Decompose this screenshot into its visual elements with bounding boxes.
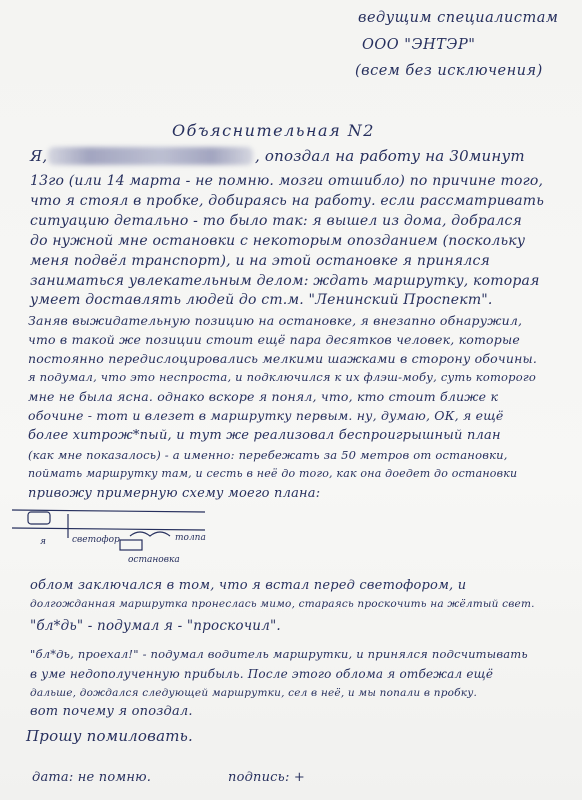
text-line-23: в уме недополученную прибыль. После этого облома я отбежал ещё xyxy=(30,667,494,681)
text-line-22: "бл*дь, проехал!" - подумал водитель маршрутки, и принялся подсчитывать xyxy=(30,647,528,661)
closing-request: Прошу помиловать. xyxy=(26,727,193,745)
text-line-7: заниматься увлекательным делом: ждать маршрутку, которая xyxy=(30,273,540,289)
document-title: Объяснительная N2 xyxy=(172,121,375,140)
addressee-line-1: ведущим специалистам xyxy=(358,10,559,26)
text-line-20: долгожданная маршрутка пронеслась мимо, стараясь проскочить на жёлтый свет. xyxy=(30,598,535,610)
text-line-17: поймать маршрутку там, и сесть в неё до того, как она доедет до остановки xyxy=(28,467,518,480)
crowd-shape xyxy=(130,532,170,536)
text-line-19: облом заключался в том, что я встал перед светофором, и xyxy=(30,578,467,593)
addressee-line-3: (всем без исключения) xyxy=(355,63,543,79)
text-line-11: постоянно передислоцировались мелкими шажками в сторону обочины. xyxy=(28,351,538,366)
diagram-label-me: я xyxy=(40,537,46,547)
text-line-3: что я стоял в пробке, добираясь на работу. если рассматривать xyxy=(30,193,545,209)
redacted-name xyxy=(48,147,253,165)
diagram-label-crowd: толпа xyxy=(175,533,206,543)
plan-sketch xyxy=(10,500,210,570)
diagram-label-traffic-light: светофор xyxy=(72,535,120,545)
text-line-2: 13го (или 14 марта - не помню. мозги отшибло) по причине того, xyxy=(30,173,544,189)
text-line-9: Заняв выжидательную позицию на остановке, я внезапно обнаружил, xyxy=(28,313,523,328)
text-line-1: , опоздал на работу на 30минут xyxy=(255,147,525,165)
diagram-label-bus-stop: остановка xyxy=(128,555,180,565)
text-line-6: меня подвёл транспорт), и на этой остановке я принялся xyxy=(30,253,490,269)
signature-field: подпись: + xyxy=(228,770,305,785)
road-edge-bottom xyxy=(12,528,205,530)
text-line-12: я подумал, что это неспроста, и подключился к их флэш-мобу, суть которого xyxy=(28,370,537,384)
text-line-15: более хитрож*пый, и тут же реализовал беспроигрышный план xyxy=(28,428,501,443)
text-line-5: до нужной мне остановки с некоторым опозданием (поскольку xyxy=(30,233,526,249)
text-line-18: привожу примерную схему моего плана: xyxy=(28,486,321,501)
text-line-25: вот почему я опоздал. xyxy=(30,704,193,719)
text-line-13: мне не была ясна. однако вскоре я понял, что, кто стоит ближе к xyxy=(28,389,499,404)
text-line-8: умеет доставлять людей до ст.м. "Ленинский Проспект". xyxy=(30,292,493,308)
text-line-4: ситуацию детально - то было так: я вышел из дома, добрался xyxy=(30,213,523,229)
text-line-10: что в такой же позиции стоит ещё пара десятков человек, которые xyxy=(28,332,520,347)
text-line-16: (как мне показалось) - а именно: перебежать за 50 метров от остановки, xyxy=(28,448,508,462)
text-line-24: дальше, дождался следующей маршрутки, сел в неё, и мы попали в пробку. xyxy=(30,687,478,699)
text-line-1-prefix: Я, xyxy=(30,147,48,165)
minibus-shape xyxy=(28,512,50,524)
addressee-line-2: ООО "ЭНТЭР" xyxy=(362,37,476,53)
text-line-21: "бл*дь" - подумал я - "проскочил". xyxy=(30,618,281,634)
text-line-14: обочине - тот и влезет в маршрутку первым. ну, думаю, ОК, я ещё xyxy=(28,408,504,423)
date-field: дата: не помню. xyxy=(32,770,152,785)
bus-stop-shape xyxy=(120,540,142,550)
